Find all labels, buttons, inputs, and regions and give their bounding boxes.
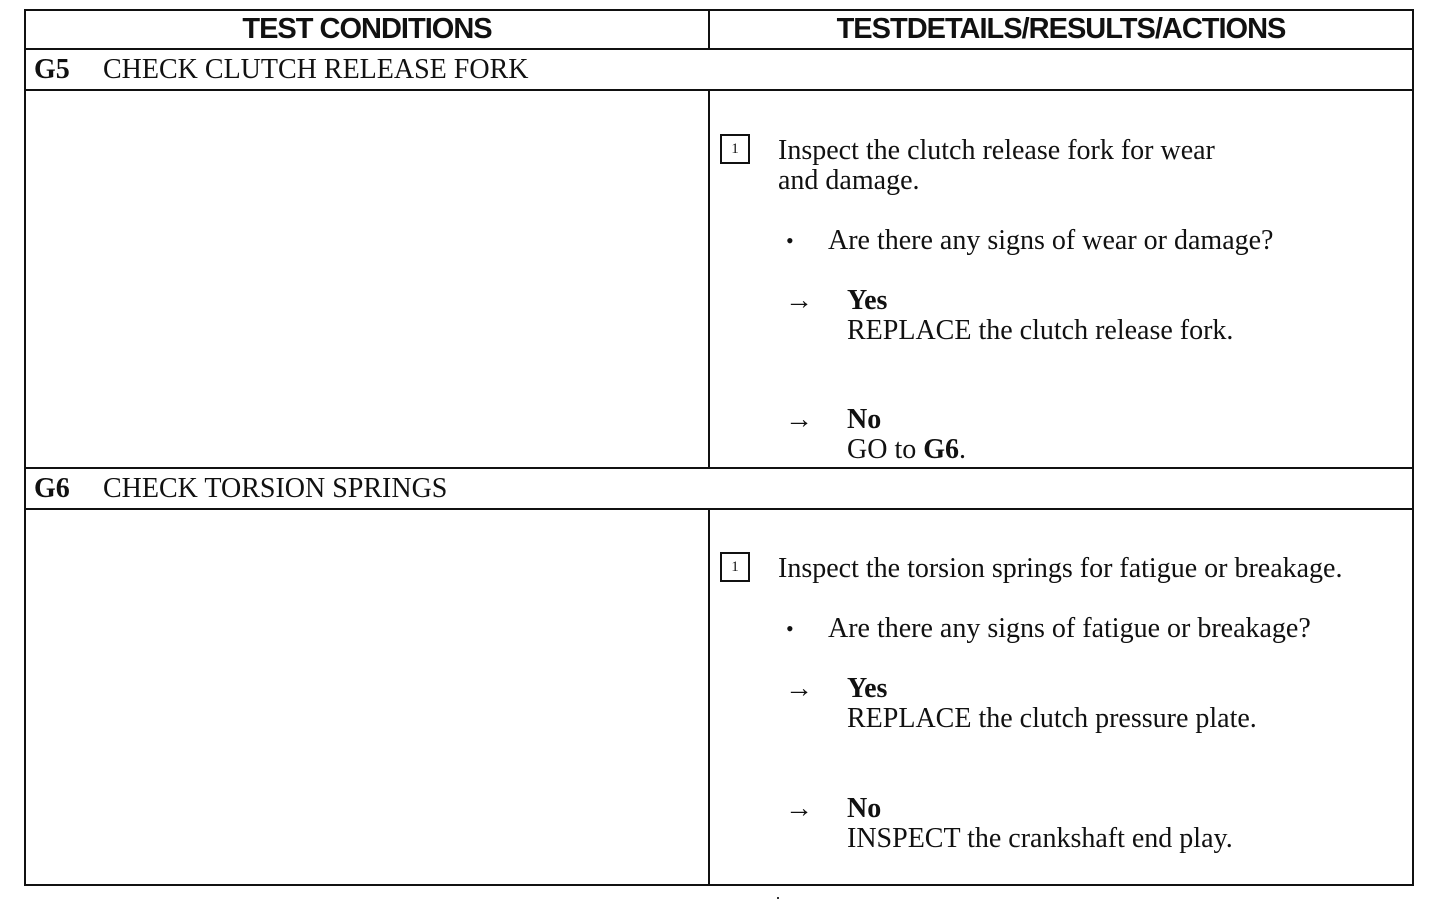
header-test-conditions: TEST CONDITIONS — [242, 12, 492, 45]
table-bottom-border — [24, 884, 1414, 886]
g5-no-arrow-icon: → — [785, 404, 813, 435]
g6-bullet-icon: • — [786, 616, 794, 641]
g6-step-number-box: 1 — [720, 552, 750, 582]
g5-no-label: No — [847, 404, 882, 435]
table-left-border — [24, 9, 26, 886]
g5-body-bottom-border — [24, 467, 1414, 469]
g5-no-action — [847, 435, 966, 465]
g5-no-action-ref: G6 — [923, 434, 960, 465]
g5-step-number-box: 1 — [720, 134, 750, 164]
g5-column-divider — [708, 89, 710, 469]
g5-bullet-icon: • — [786, 228, 794, 253]
g5-no-action-prefix: GO to — [847, 434, 924, 465]
g6-yes-action: REPLACE the clutch pressure plate. — [847, 703, 1257, 734]
g6-no-label: No — [847, 793, 882, 824]
g6-no-arrow-icon: → — [785, 793, 813, 824]
g6-no-action: INSPECT the crankshaft end play. — [847, 823, 1233, 854]
g5-yes-action: REPLACE the clutch release fork. — [847, 315, 1234, 346]
header-test-details: TESTDETAILS/RESULTS/ACTIONS — [836, 12, 1286, 45]
section-g6-title: CHECK TORSION SPRINGS — [103, 473, 448, 504]
g6-question: Are there any signs of fatigue or breakage? — [828, 613, 1311, 644]
g6-instruction-line1: Inspect the torsion springs for fatigue or breakage. — [778, 553, 1343, 584]
g5-yes-arrow-icon: → — [785, 285, 813, 316]
section-g6-code: G6 — [34, 473, 70, 504]
header-bottom-border — [24, 48, 1414, 50]
g5-title-bottom-border — [24, 89, 1414, 91]
g6-yes-arrow-icon: → — [785, 673, 813, 704]
section-g5-code: G5 — [34, 54, 70, 85]
g5-instruction-line1: Inspect the clutch release fork for wear — [778, 135, 1215, 166]
scan-speck — [777, 897, 779, 899]
g5-question: Are there any signs of wear or damage? — [828, 225, 1274, 256]
section-g5-title-row — [34, 54, 528, 86]
g5-instruction-line2: and damage. — [778, 165, 920, 196]
g5-yes-label: Yes — [847, 285, 888, 316]
g6-yes-label: Yes — [847, 673, 888, 704]
g6-title-bottom-border — [24, 508, 1414, 510]
section-g6-title-row — [34, 473, 447, 505]
section-g5-title: CHECK CLUTCH RELEASE FORK — [103, 54, 529, 85]
table-right-border — [1412, 9, 1414, 886]
g5-no-action-suffix: . — [959, 434, 967, 465]
g6-column-divider — [708, 508, 710, 886]
